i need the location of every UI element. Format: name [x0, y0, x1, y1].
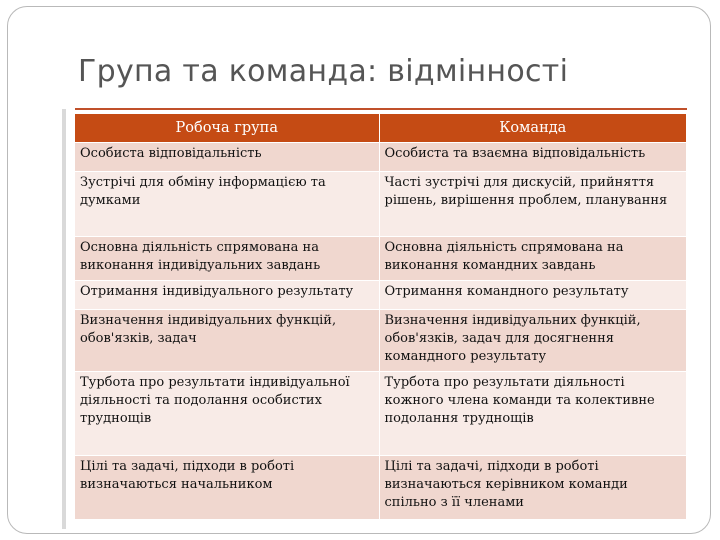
group-cell: Визначення індивідуальних функцій, обов'язків, задач	[75, 310, 379, 372]
team-cell: Отримання командного результату	[379, 281, 686, 310]
left-accent-bar	[62, 109, 66, 529]
header-team: Команда	[379, 114, 686, 143]
group-cell: Отримання індивідуального результату	[75, 281, 379, 310]
team-cell: Турбота про результати діяльності кожного члена команди та колективне подолання труднощів	[379, 372, 686, 456]
title-underline	[75, 108, 687, 110]
group-cell: Основна діяльність спрямована на виконання індивідуальних завдань	[75, 237, 379, 281]
team-cell: Особиста та взаємна відповідальність	[379, 143, 686, 172]
group-cell: Особиста відповідальність	[75, 143, 379, 172]
table-row	[75, 143, 686, 172]
table-row	[75, 281, 686, 310]
table-row	[75, 172, 686, 237]
slide-title: Група та команда: відмінності	[78, 54, 569, 89]
team-cell: Часті зустрічі для дискусій, прийняття рішень, вирішення проблем, планування	[379, 172, 686, 237]
group-cell: Цілі та задачі, підходи в роботі визначаються начальником	[75, 456, 379, 520]
table-row	[75, 310, 686, 372]
comparison-table	[75, 114, 686, 520]
table-row	[75, 456, 686, 520]
group-cell: Турбота про результати індивідуальної діяльності та подолання особистих труднощів	[75, 372, 379, 456]
table-row	[75, 372, 686, 456]
team-cell: Визначення індивідуальних функцій, обов'язків, задач для досягнення командного результату	[379, 310, 686, 372]
header-work-group: Робоча група	[75, 114, 379, 143]
table-row	[75, 237, 686, 281]
group-cell: Зустрічі для обміну інформацією та думками	[75, 172, 379, 237]
team-cell: Цілі та задачі, підходи в роботі визначаються керівником команди спільно з її членами	[379, 456, 686, 520]
table-header-row	[75, 114, 686, 143]
team-cell: Основна діяльність спрямована на виконання командних завдань	[379, 237, 686, 281]
